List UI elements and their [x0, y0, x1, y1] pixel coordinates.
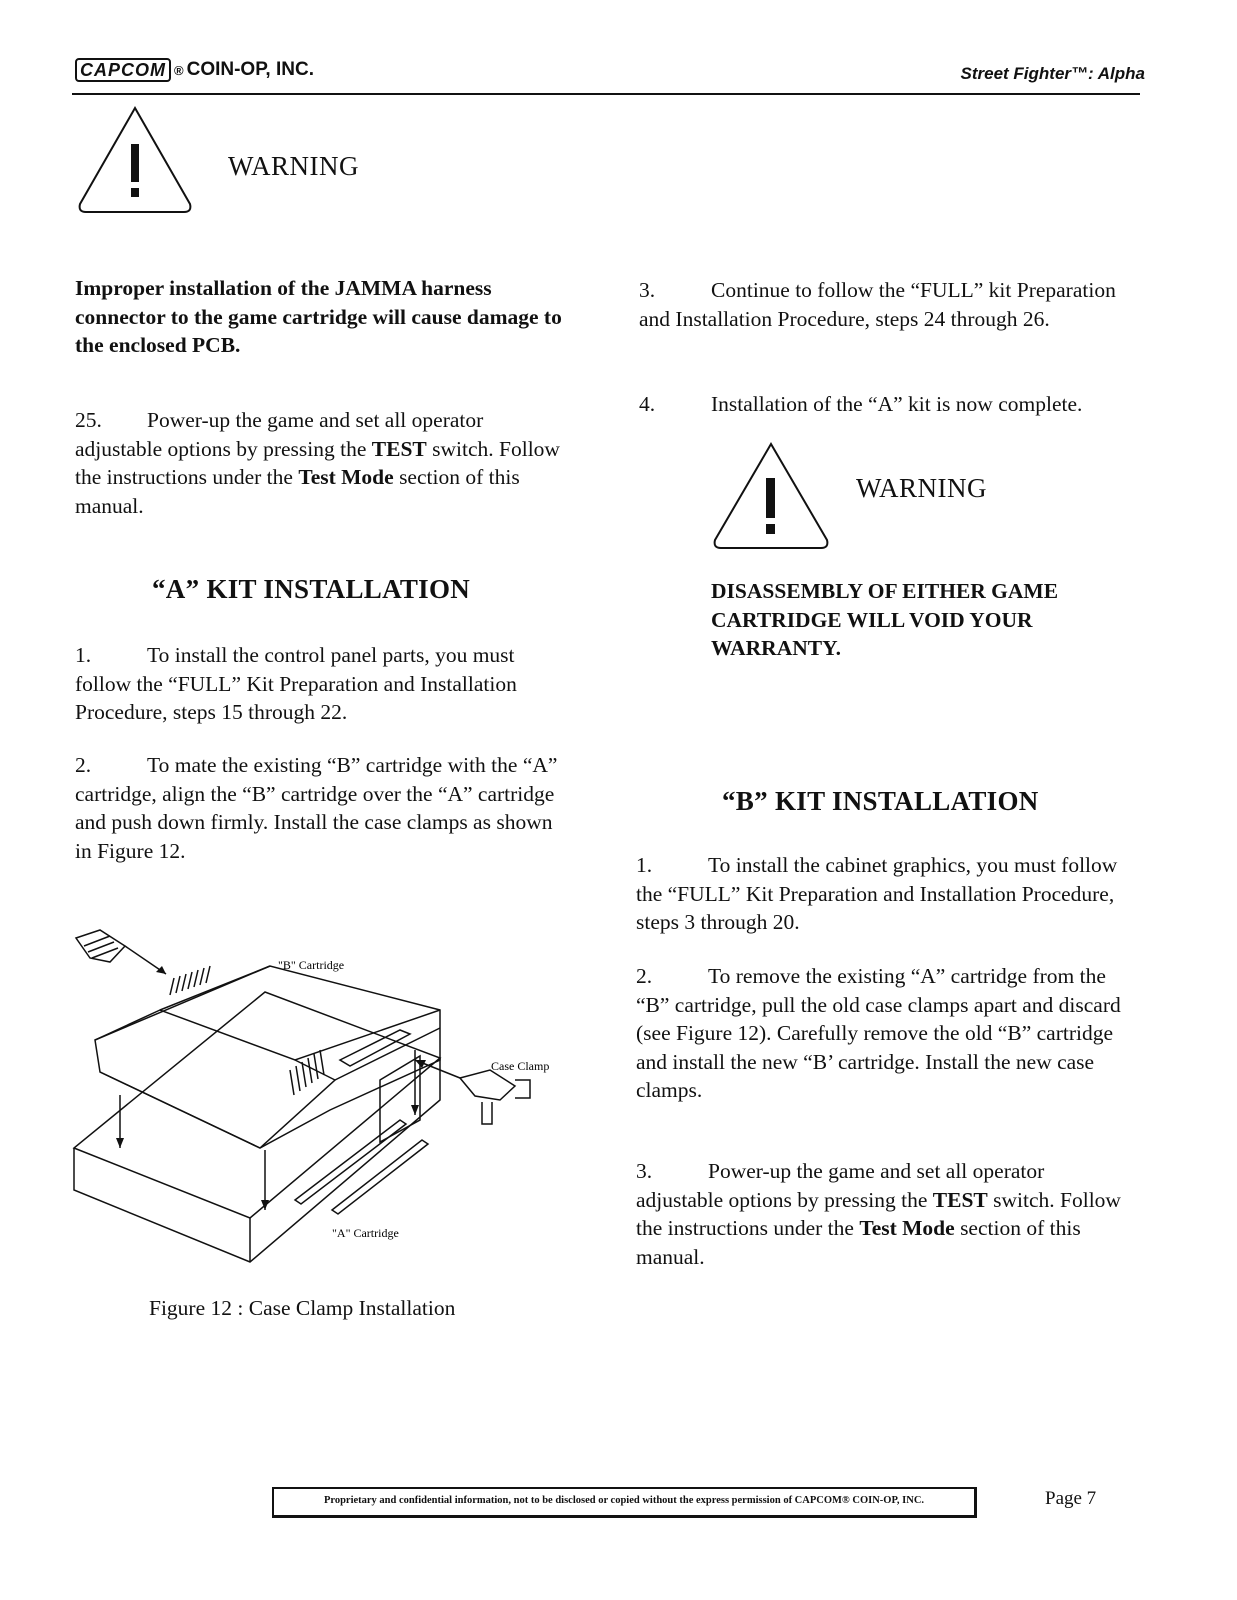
b-kit-heading: “B” KIT INSTALLATION: [722, 786, 1039, 816]
header-brand: CAPCOM ® COIN-OP, INC.: [75, 58, 314, 82]
page-number: Page 7: [1045, 1488, 1097, 1509]
a-step-3: 3. Continue to follow the “FULL” kit Preparation and Installation Procedure, steps 24 through 26.: [639, 278, 1116, 331]
warning-title-right: WARNING: [856, 473, 987, 503]
document-title: Street Fighter™: Alpha: [960, 64, 1145, 83]
b-step-2: 2. To remove the existing “A” cartridge from the “B” cartridge, pull the old case clamps apart and discard (see Figure 12). Carefully remove the old “B” cartridge and install the new “B’ cartridge. Install the new case clamps.: [636, 964, 1121, 1102]
case-clamp-label: Case Clamp: [491, 1059, 550, 1073]
step-25: 25. Power-up the game and set all operator adjustable options by pressing the TEST switch. Follow the instructions under the Test Mode section of this manual.: [75, 408, 560, 518]
a-cartridge-label: "A" Cartridge: [332, 1226, 399, 1240]
b-cartridge-label: "B" Cartridge: [278, 958, 345, 972]
brand-suffix: COIN-OP, INC.: [186, 59, 314, 80]
warning-triangle-icon: [76, 104, 194, 216]
a-step-1: 1. To install the control panel parts, you must follow the “FULL” Kit Preparation and Installation Procedure, steps 15 through 22.: [75, 643, 517, 724]
figure-caption: Figure 12 : Case Clamp Installation: [149, 1296, 456, 1320]
warning-title-left: WARNING: [228, 151, 359, 181]
a-step-4: 4. Installation of the “A” kit is now complete.: [639, 392, 1083, 416]
capcom-logo: CAPCOM: [75, 58, 171, 82]
b-step-1: 1. To install the cabinet graphics, you must follow the “FULL” Kit Preparation and Installation Procedure, steps 3 through 20.: [636, 853, 1118, 934]
confidentiality-notice: Proprietary and confidential information, not to be disclosed or copied without the express permission of CAPCOM® COIN-OP, INC.: [272, 1487, 977, 1518]
case-clamp-figure: [70, 910, 590, 1280]
a-kit-heading: “A” KIT INSTALLATION: [152, 574, 471, 604]
a-step-2: 2. To mate the existing “B” cartridge with the “A” cartridge, align the “B” cartridge over the “A” cartridge and push down firmly. Install the case clamps as shown in Figure 12.: [75, 753, 558, 863]
header-divider: [72, 93, 1140, 95]
warning-triangle-icon: [710, 440, 832, 552]
b-step-3: 3. Power-up the game and set all operator adjustable options by pressing the TEST switch. Follow the instructions under the Test Mode section of this manual.: [636, 1159, 1121, 1269]
warning-text-right: DISASSEMBLY OF EITHER GAME CARTRIDGE WILL VOID YOUR WARRANTY.: [711, 579, 1059, 660]
warning-text-left: Improper installation of the JAMMA harness connector to the game cartridge will cause damage to the enclosed PCB.: [75, 276, 562, 357]
